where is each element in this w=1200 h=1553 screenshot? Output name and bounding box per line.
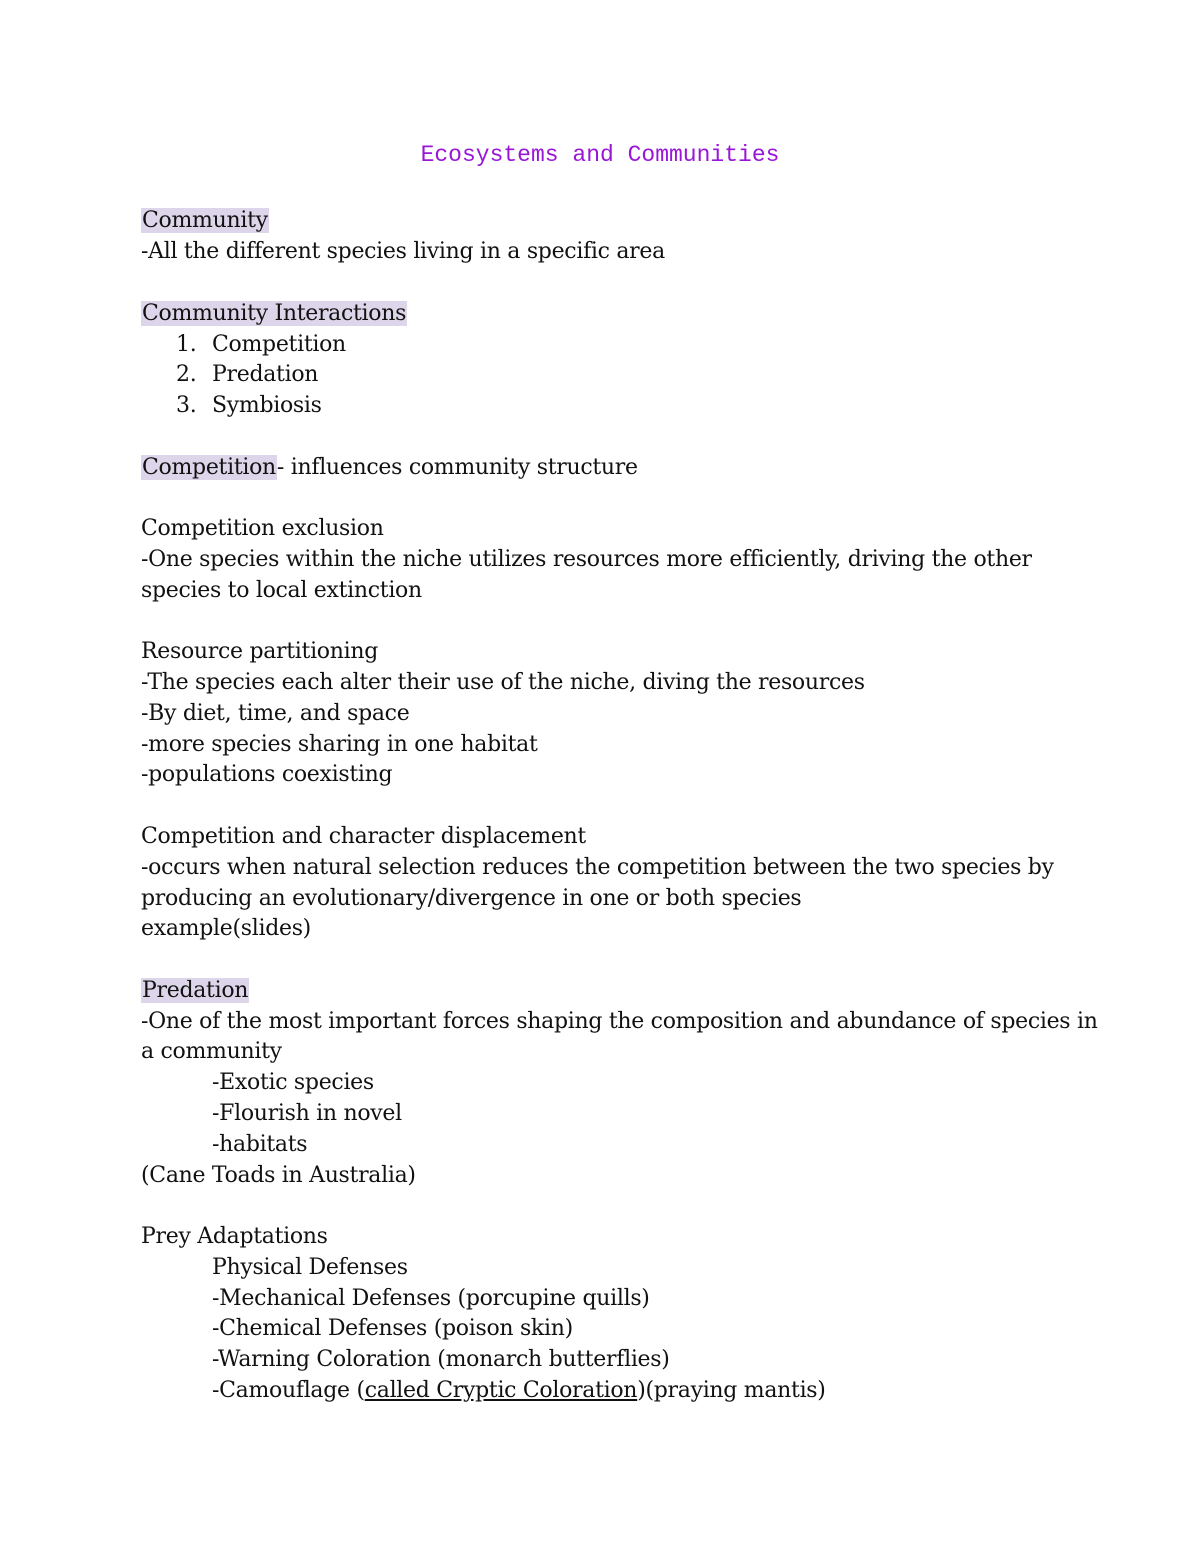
competition-description: - influences community structure — [276, 455, 638, 480]
exclusion-line-2: species to local extinction — [141, 578, 422, 603]
predation-example: (Cane Toads in Australia) — [141, 1163, 416, 1188]
predation-heading — [141, 976, 249, 1006]
exclusion-line-1: -One species within the niche utilizes resources more efficiently, driving the other — [141, 547, 1032, 572]
competition-heading: Competition — [142, 455, 276, 480]
list-item-symbiosis: Symbiosis — [212, 393, 322, 418]
predation-line-2: a community — [141, 1039, 282, 1064]
document-title: Ecosystems and Communities — [420, 142, 780, 168]
camouflage-prefix: -Camouflage ( — [212, 1378, 365, 1403]
community-heading-text: Community — [142, 208, 268, 233]
predation-sub-item: -habitats — [212, 1132, 308, 1157]
predation-heading-text: Predation — [142, 978, 249, 1003]
displacement-line: producing an evolutionary/divergence in one or both species — [141, 886, 802, 911]
predation-line-1: -One of the most important forces shaping the composition and abundance of species in — [141, 1009, 1098, 1034]
list-item-number: 2. — [176, 362, 197, 387]
community-definition: -All the different species living in a specific area — [141, 239, 665, 264]
displacement-line: example(slides) — [141, 916, 311, 941]
partitioning-line: -more species sharing in one habitat — [141, 732, 538, 757]
interactions-heading — [141, 299, 407, 329]
prey-sub-heading: Physical Defenses — [212, 1255, 408, 1280]
list-item-competition: Competition — [212, 332, 346, 357]
competition-line — [141, 453, 638, 483]
list-item-predation: Predation — [212, 362, 319, 387]
list-item-number: 3. — [176, 393, 197, 418]
prey-camouflage-item — [212, 1376, 826, 1406]
prey-defense-item: -Mechanical Defenses (porcupine quills) — [212, 1286, 650, 1311]
predation-sub-item: -Flourish in novel — [212, 1101, 402, 1126]
partitioning-line: -By diet, time, and space — [141, 701, 410, 726]
partitioning-line: -The species each alter their use of the niche, diving the resources — [141, 670, 865, 695]
prey-defense-item: -Warning Coloration (monarch butterflies) — [212, 1347, 670, 1372]
interactions-heading-text: Community Interactions — [142, 301, 407, 326]
camouflage-suffix: )(praying mantis) — [637, 1378, 826, 1403]
list-item-number: 1. — [176, 332, 197, 357]
exclusion-heading: Competition exclusion — [141, 516, 384, 541]
displacement-heading: Competition and character displacement — [141, 824, 586, 849]
prey-heading: Prey Adaptations — [141, 1224, 328, 1249]
cryptic-coloration-underlined: called Cryptic Coloration — [364, 1378, 638, 1403]
prey-defense-item: -Chemical Defenses (poison skin) — [212, 1316, 573, 1341]
partitioning-line: -populations coexisting — [141, 762, 393, 787]
predation-sub-item: -Exotic species — [212, 1070, 374, 1095]
community-heading — [141, 206, 269, 236]
displacement-line: -occurs when natural selection reduces the competition between the two species by — [141, 855, 1054, 880]
partitioning-heading: Resource partitioning — [141, 639, 379, 664]
